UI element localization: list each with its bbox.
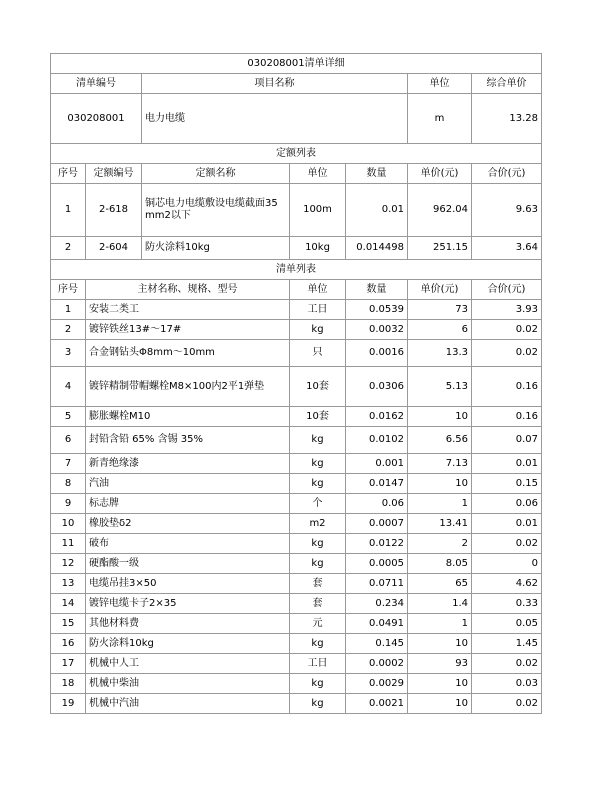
material-seq: 19 bbox=[51, 694, 86, 714]
material-unit: 套 bbox=[290, 594, 346, 614]
material-price: 1 bbox=[408, 614, 472, 634]
material-row bbox=[51, 454, 542, 474]
material-header-row bbox=[51, 280, 542, 300]
material-name: 安装二类工 bbox=[86, 300, 290, 320]
material-seq: 3 bbox=[51, 340, 86, 367]
quota-section-title: 定额列表 bbox=[51, 144, 542, 164]
main-header-name: 项目名称 bbox=[142, 74, 408, 94]
bill-detail-table bbox=[50, 53, 542, 714]
material-unit: 10套 bbox=[290, 367, 346, 407]
material-row bbox=[51, 494, 542, 514]
quota-row bbox=[51, 184, 542, 237]
quota-header-seq: 序号 bbox=[51, 164, 86, 184]
quota-name: 防火涂料10kg bbox=[142, 237, 290, 260]
material-price: 6.56 bbox=[408, 427, 472, 454]
material-unit: kg bbox=[290, 320, 346, 340]
material-total: 3.93 bbox=[472, 300, 542, 320]
material-row bbox=[51, 320, 542, 340]
material-price: 1.4 bbox=[408, 594, 472, 614]
main-item-row bbox=[51, 94, 542, 144]
quota-header-name: 定额名称 bbox=[142, 164, 290, 184]
quota-price: 251.15 bbox=[408, 237, 472, 260]
quota-seq: 2 bbox=[51, 237, 86, 260]
material-qty: 0.0122 bbox=[346, 534, 408, 554]
material-row bbox=[51, 634, 542, 654]
material-section-row bbox=[51, 260, 542, 280]
material-qty: 0.0491 bbox=[346, 614, 408, 634]
material-price: 73 bbox=[408, 300, 472, 320]
material-row bbox=[51, 340, 542, 367]
material-name: 机械中人工 bbox=[86, 654, 290, 674]
material-unit: kg bbox=[290, 674, 346, 694]
material-total: 1.45 bbox=[472, 634, 542, 654]
table-title: 030208001清单详细 bbox=[51, 54, 542, 74]
material-name: 机械中汽油 bbox=[86, 694, 290, 714]
material-seq: 14 bbox=[51, 594, 86, 614]
material-qty: 0.0306 bbox=[346, 367, 408, 407]
material-seq: 9 bbox=[51, 494, 86, 514]
quota-unit: 100m bbox=[290, 184, 346, 237]
quota-total: 3.64 bbox=[472, 237, 542, 260]
material-qty: 0.0005 bbox=[346, 554, 408, 574]
material-name: 破布 bbox=[86, 534, 290, 554]
material-qty: 0.0021 bbox=[346, 694, 408, 714]
material-total: 0 bbox=[472, 554, 542, 574]
material-row bbox=[51, 574, 542, 594]
material-seq: 18 bbox=[51, 674, 86, 694]
material-unit: kg bbox=[290, 427, 346, 454]
material-price: 10 bbox=[408, 694, 472, 714]
material-name: 橡胶垫δ2 bbox=[86, 514, 290, 534]
material-price: 13.41 bbox=[408, 514, 472, 534]
main-header-price: 综合单价 bbox=[472, 74, 542, 94]
material-unit: kg bbox=[290, 634, 346, 654]
material-row bbox=[51, 367, 542, 407]
quota-unit: 10kg bbox=[290, 237, 346, 260]
material-header-qty: 数量 bbox=[346, 280, 408, 300]
material-header-total: 合价(元) bbox=[472, 280, 542, 300]
material-row bbox=[51, 674, 542, 694]
material-name: 膨胀螺栓M10 bbox=[86, 407, 290, 427]
main-header-unit: 单位 bbox=[408, 74, 472, 94]
material-header-seq: 序号 bbox=[51, 280, 86, 300]
material-row bbox=[51, 694, 542, 714]
material-header-unit: 单位 bbox=[290, 280, 346, 300]
material-price: 5.13 bbox=[408, 367, 472, 407]
quota-qty: 0.01 bbox=[346, 184, 408, 237]
material-name: 镀锌精制带帽螺栓M8×100内2平1弹垫 bbox=[86, 367, 290, 407]
quota-code: 2-618 bbox=[86, 184, 142, 237]
main-item-price: 13.28 bbox=[472, 94, 542, 144]
material-unit: 只 bbox=[290, 340, 346, 367]
quota-code: 2-604 bbox=[86, 237, 142, 260]
main-header-code: 清单编号 bbox=[51, 74, 142, 94]
material-name: 镀锌铁丝13#～17# bbox=[86, 320, 290, 340]
material-qty: 0.0147 bbox=[346, 474, 408, 494]
material-total: 0.33 bbox=[472, 594, 542, 614]
material-total: 0.07 bbox=[472, 427, 542, 454]
material-name: 硬酯酸一级 bbox=[86, 554, 290, 574]
quota-seq: 1 bbox=[51, 184, 86, 237]
quota-total: 9.63 bbox=[472, 184, 542, 237]
material-row bbox=[51, 427, 542, 454]
quota-qty: 0.014498 bbox=[346, 237, 408, 260]
quota-header-code: 定额编号 bbox=[86, 164, 142, 184]
material-total: 0.02 bbox=[472, 654, 542, 674]
material-unit: 元 bbox=[290, 614, 346, 634]
material-unit: 套 bbox=[290, 574, 346, 594]
material-name: 防火涂料10kg bbox=[86, 634, 290, 654]
material-price: 8.05 bbox=[408, 554, 472, 574]
material-price: 13.3 bbox=[408, 340, 472, 367]
material-row bbox=[51, 654, 542, 674]
material-total: 0.06 bbox=[472, 494, 542, 514]
material-row bbox=[51, 614, 542, 634]
material-unit: 10套 bbox=[290, 407, 346, 427]
material-name: 封铅含铅 65% 含锡 35% bbox=[86, 427, 290, 454]
material-seq: 2 bbox=[51, 320, 86, 340]
material-unit: kg bbox=[290, 694, 346, 714]
material-seq: 13 bbox=[51, 574, 86, 594]
quota-header-total: 合价(元) bbox=[472, 164, 542, 184]
material-qty: 0.0711 bbox=[346, 574, 408, 594]
main-item-unit: m bbox=[408, 94, 472, 144]
material-qty: 0.0002 bbox=[346, 654, 408, 674]
material-seq: 15 bbox=[51, 614, 86, 634]
material-total: 0.03 bbox=[472, 674, 542, 694]
material-row bbox=[51, 474, 542, 494]
material-qty: 0.001 bbox=[346, 454, 408, 474]
material-name: 其他材料费 bbox=[86, 614, 290, 634]
material-total: 0.01 bbox=[472, 454, 542, 474]
title-row bbox=[51, 54, 542, 74]
material-price: 10 bbox=[408, 674, 472, 694]
material-qty: 0.0539 bbox=[346, 300, 408, 320]
material-unit: kg bbox=[290, 454, 346, 474]
material-name: 电缆吊挂3×50 bbox=[86, 574, 290, 594]
quota-price: 962.04 bbox=[408, 184, 472, 237]
material-total: 0.01 bbox=[472, 514, 542, 534]
material-total: 0.02 bbox=[472, 340, 542, 367]
material-seq: 16 bbox=[51, 634, 86, 654]
material-name: 合金钢钻头Φ8mm～10mm bbox=[86, 340, 290, 367]
main-item-code: 030208001 bbox=[51, 94, 142, 144]
material-name: 标志牌 bbox=[86, 494, 290, 514]
material-qty: 0.0032 bbox=[346, 320, 408, 340]
material-price: 1 bbox=[408, 494, 472, 514]
material-unit: kg bbox=[290, 474, 346, 494]
quota-section-row bbox=[51, 144, 542, 164]
material-total: 0.15 bbox=[472, 474, 542, 494]
material-price: 6 bbox=[408, 320, 472, 340]
material-row bbox=[51, 514, 542, 534]
material-unit: 工日 bbox=[290, 300, 346, 320]
material-row bbox=[51, 534, 542, 554]
material-price: 10 bbox=[408, 634, 472, 654]
material-qty: 0.0007 bbox=[346, 514, 408, 534]
material-section-title: 清单列表 bbox=[51, 260, 542, 280]
main-header-row bbox=[51, 74, 542, 94]
material-qty: 0.234 bbox=[346, 594, 408, 614]
material-name: 机械中柴油 bbox=[86, 674, 290, 694]
material-qty: 0.06 bbox=[346, 494, 408, 514]
material-seq: 11 bbox=[51, 534, 86, 554]
material-header-name: 主材名称、规格、型号 bbox=[86, 280, 290, 300]
quota-row bbox=[51, 237, 542, 260]
material-total: 0.02 bbox=[472, 694, 542, 714]
material-total: 0.02 bbox=[472, 534, 542, 554]
material-price: 7.13 bbox=[408, 454, 472, 474]
material-total: 0.02 bbox=[472, 320, 542, 340]
material-name: 镀锌电缆卡子2×35 bbox=[86, 594, 290, 614]
material-row bbox=[51, 594, 542, 614]
material-unit: kg bbox=[290, 534, 346, 554]
material-qty: 0.0102 bbox=[346, 427, 408, 454]
material-name: 新青绝缘漆 bbox=[86, 454, 290, 474]
material-unit: 个 bbox=[290, 494, 346, 514]
material-unit: 工日 bbox=[290, 654, 346, 674]
material-seq: 4 bbox=[51, 367, 86, 407]
material-qty: 0.0162 bbox=[346, 407, 408, 427]
material-total: 0.16 bbox=[472, 407, 542, 427]
material-qty: 0.145 bbox=[346, 634, 408, 654]
quota-header-qty: 数量 bbox=[346, 164, 408, 184]
material-seq: 17 bbox=[51, 654, 86, 674]
material-seq: 5 bbox=[51, 407, 86, 427]
material-price: 65 bbox=[408, 574, 472, 594]
quota-header-unit: 单位 bbox=[290, 164, 346, 184]
material-price: 10 bbox=[408, 474, 472, 494]
material-header-price: 单价(元) bbox=[408, 280, 472, 300]
material-total: 0.05 bbox=[472, 614, 542, 634]
material-row bbox=[51, 554, 542, 574]
material-unit: kg bbox=[290, 554, 346, 574]
material-price: 10 bbox=[408, 407, 472, 427]
material-seq: 6 bbox=[51, 427, 86, 454]
material-seq: 7 bbox=[51, 454, 86, 474]
material-row bbox=[51, 407, 542, 427]
main-item-name: 电力电缆 bbox=[142, 94, 408, 144]
quota-header-row bbox=[51, 164, 542, 184]
quota-header-price: 单价(元) bbox=[408, 164, 472, 184]
material-seq: 12 bbox=[51, 554, 86, 574]
material-seq: 8 bbox=[51, 474, 86, 494]
material-qty: 0.0029 bbox=[346, 674, 408, 694]
material-row bbox=[51, 300, 542, 320]
material-total: 4.62 bbox=[472, 574, 542, 594]
quota-name: 铜芯电力电缆敷设电缆截面35mm2以下 bbox=[142, 184, 290, 237]
material-price: 93 bbox=[408, 654, 472, 674]
material-unit: m2 bbox=[290, 514, 346, 534]
material-price: 2 bbox=[408, 534, 472, 554]
material-name: 汽油 bbox=[86, 474, 290, 494]
material-total: 0.16 bbox=[472, 367, 542, 407]
material-qty: 0.0016 bbox=[346, 340, 408, 367]
material-seq: 1 bbox=[51, 300, 86, 320]
material-seq: 10 bbox=[51, 514, 86, 534]
